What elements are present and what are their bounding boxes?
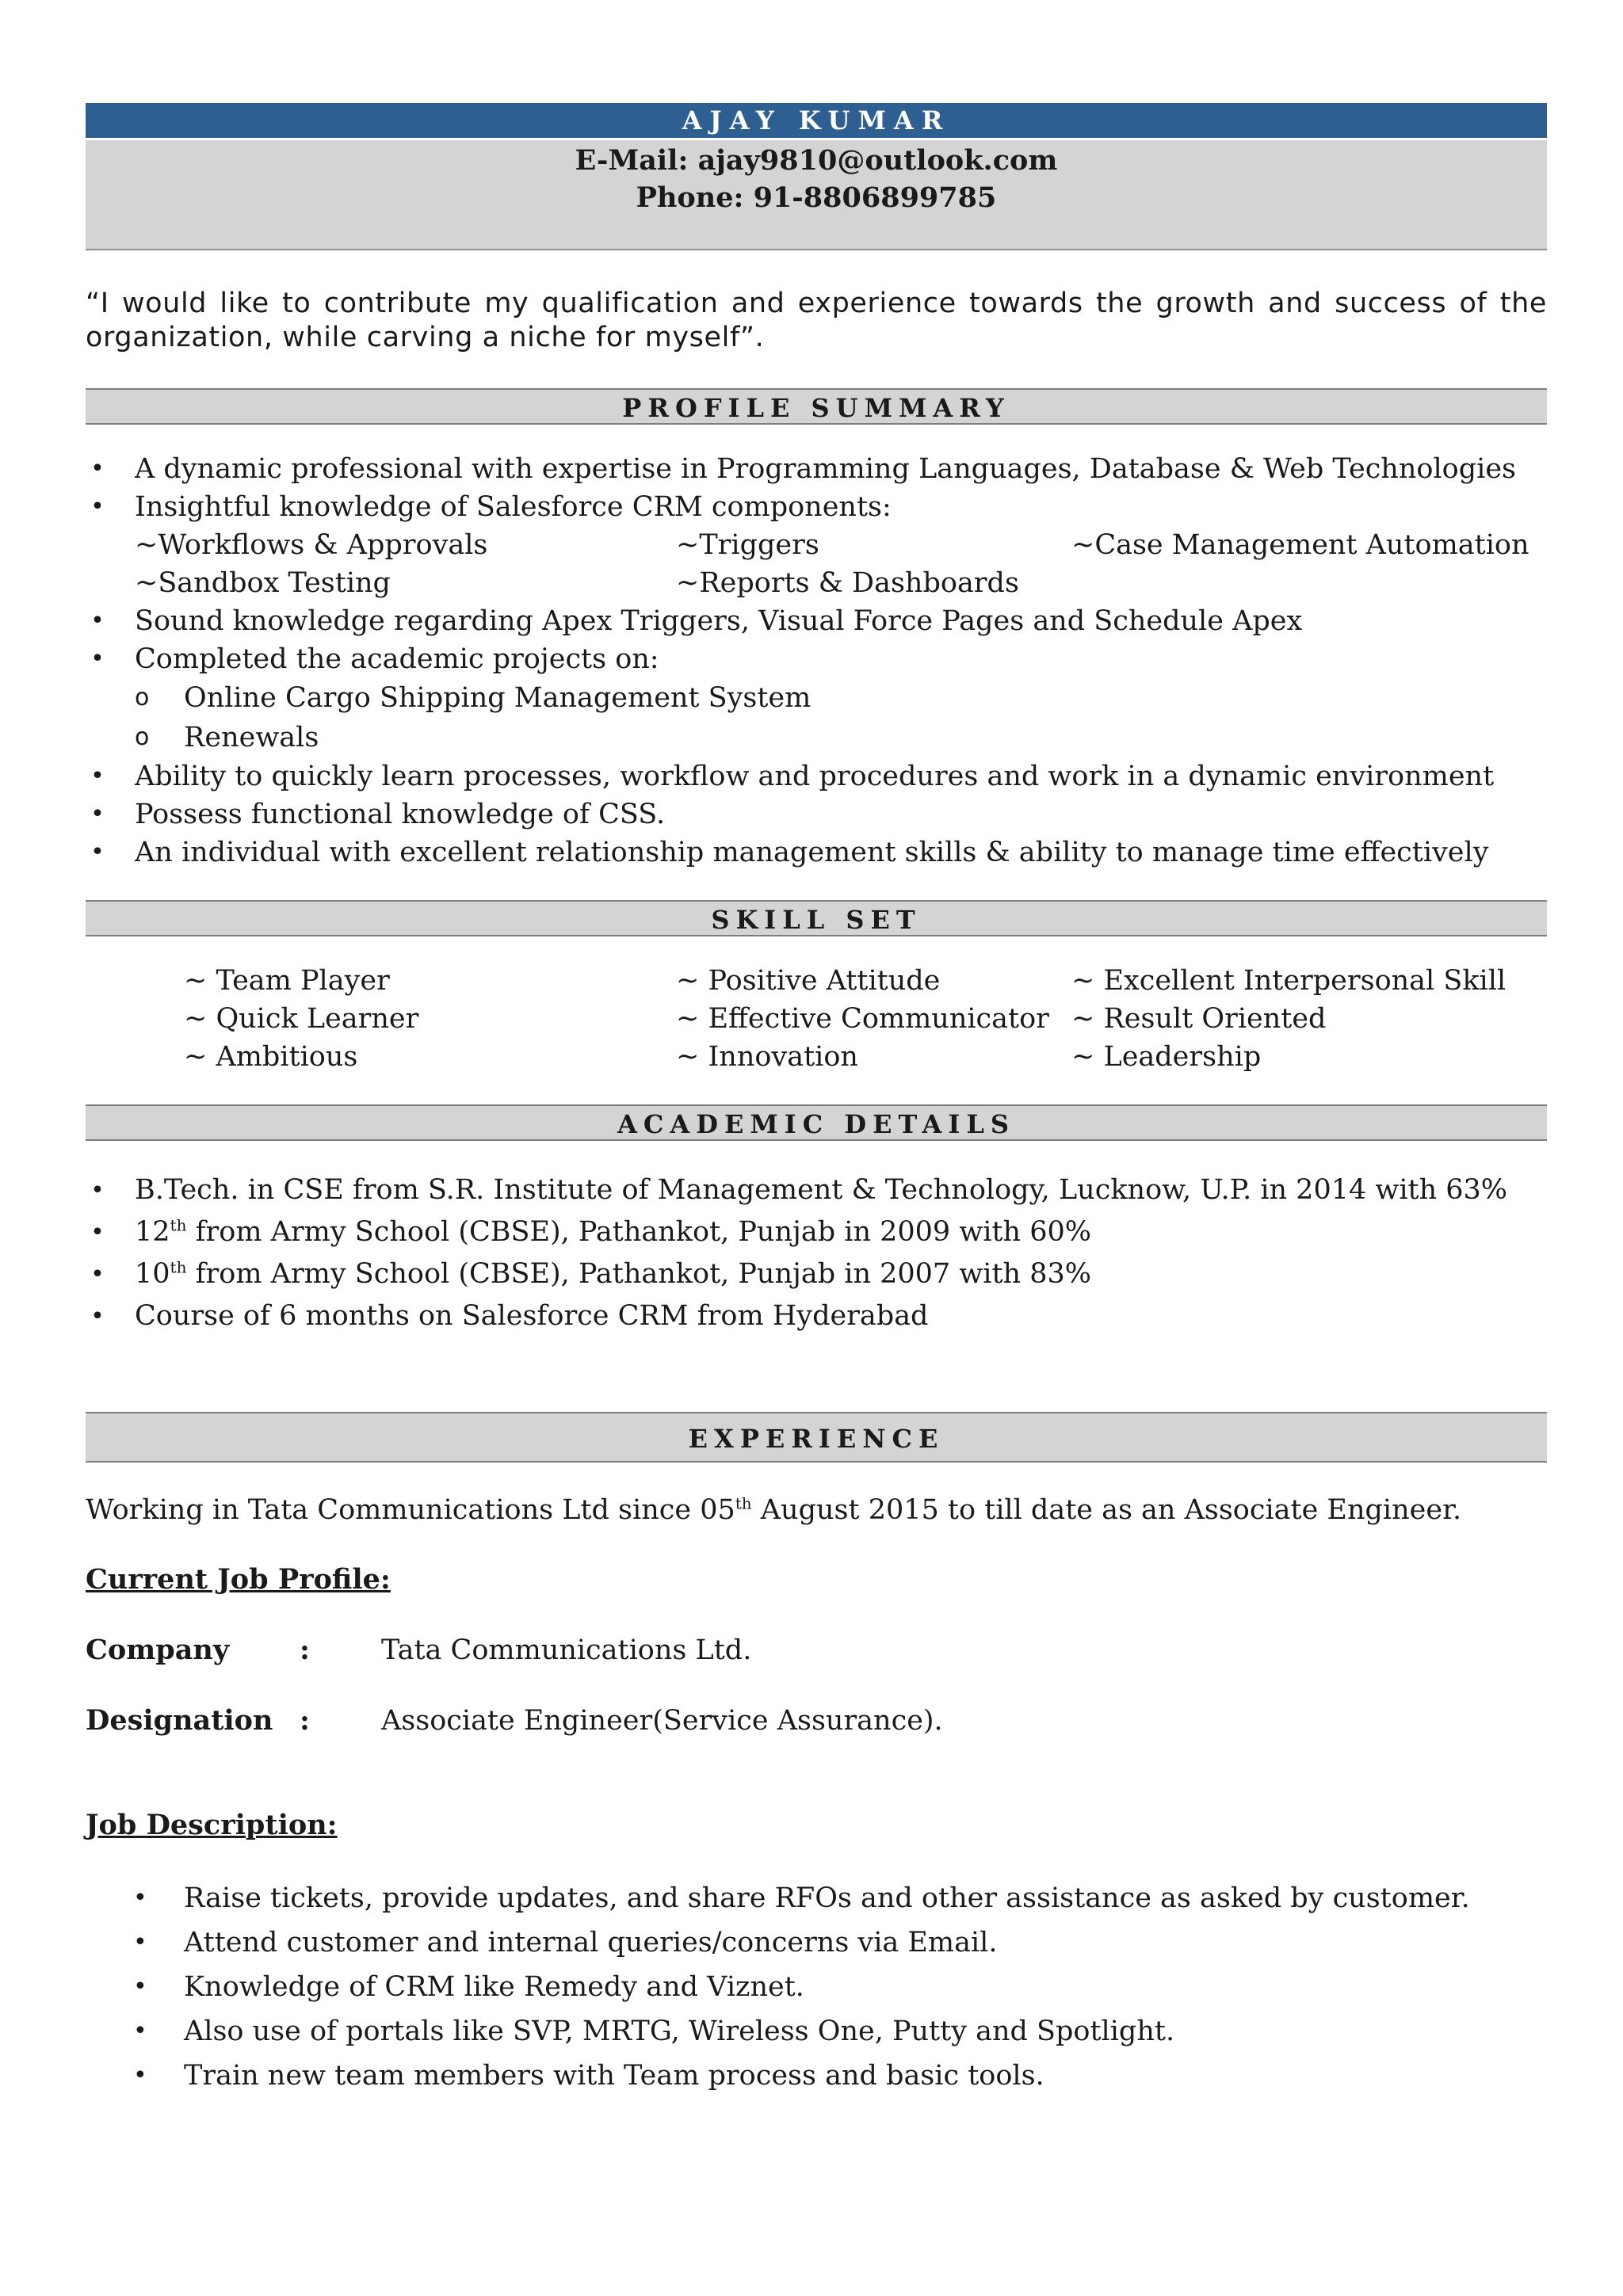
experience-summary: Working in Tata Communications Ltd since 05th August 2015 to till date as an Associate Engineer. xyxy=(86,1493,1462,1526)
skill-item: ~ Leadership xyxy=(1071,1041,1262,1073)
bullet-icon: • xyxy=(133,2017,147,2045)
section-header-profile-summary: PROFILE SUMMARY xyxy=(86,388,1547,425)
bullet-icon: • xyxy=(133,1884,147,1912)
company-label: Company xyxy=(86,1634,230,1666)
list-item: • Completed the academic projects on: xyxy=(86,640,1547,678)
phone-line: Phone: 91-8806899785 xyxy=(636,181,997,214)
skill-row xyxy=(86,1038,1547,1076)
job-description-list xyxy=(86,1876,1547,2098)
skill-row xyxy=(86,1000,1547,1038)
bullet-icon: • xyxy=(90,493,105,521)
profile-summary-list xyxy=(86,450,1547,871)
sub-bullet-icon: o xyxy=(135,684,150,711)
skill-item: ~ Excellent Interpersonal Skill xyxy=(1071,965,1507,997)
bullet-icon: • xyxy=(90,607,105,635)
list-item: • An individual with excellent relationship management skills & ability to manage time effectively xyxy=(86,833,1547,871)
email-line: E-Mail: ajay9810@outlook.com xyxy=(575,144,1058,177)
company-value: Tata Communications Ltd. xyxy=(381,1634,752,1666)
list-item: • Course of 6 months on Salesforce CRM from Hyderabad xyxy=(86,1295,1547,1337)
designation-label: Designation xyxy=(86,1704,273,1737)
bullet-icon: • xyxy=(90,455,105,482)
list-item: • B.Tech. in CSE from S.R. Institute of Management & Technology, Lucknow, U.P. in 2014 with 63% xyxy=(86,1169,1547,1211)
crm-component: ~Workflows & Approvals xyxy=(135,529,488,561)
list-item: • 12th from Army School (CBSE), Pathankot, Punjab in 2009 with 60% xyxy=(86,1211,1547,1253)
bullet-icon: • xyxy=(90,838,105,866)
list-item: • Attend customer and internal queries/concerns via Email. xyxy=(86,1920,1547,1965)
list-item: • Knowledge of CRM like Remedy and Viznet. xyxy=(86,1965,1547,2009)
list-item: • Possess functional knowledge of CSS. xyxy=(86,795,1547,833)
bullet-icon: • xyxy=(90,762,105,790)
bullet-icon: • xyxy=(133,2061,147,2089)
crm-components-row xyxy=(86,526,1547,564)
job-description-heading: Job Description: xyxy=(86,1809,338,1841)
skill-grid xyxy=(86,962,1547,1076)
resume-page xyxy=(86,103,1547,2098)
designation-row: Designation : Associate Engineer(Service Assurance). xyxy=(86,1702,1547,1740)
company-row: Company : Tata Communications Ltd. xyxy=(86,1631,1547,1669)
list-item: • Also use of portals like SVP, MRTG, Wireless One, Putty and Spotlight. xyxy=(86,2009,1547,2054)
skill-item: ~ Quick Learner xyxy=(184,1003,419,1035)
crm-component: ~Reports & Dashboards xyxy=(676,567,1019,599)
current-job-profile-heading: Current Job Profile: xyxy=(86,1563,391,1596)
skill-item: ~ Innovation xyxy=(676,1041,858,1073)
list-item: • Train new team members with Team process and basic tools. xyxy=(86,2054,1547,2098)
bullet-icon: • xyxy=(90,1302,105,1330)
project-item: o Renewals xyxy=(86,718,1547,757)
contact-block xyxy=(86,138,1547,250)
bullet-icon: • xyxy=(133,1973,147,2000)
sub-bullet-icon: o xyxy=(135,723,150,751)
section-header-skill-set: SKILL SET xyxy=(86,900,1547,936)
crm-component: ~Sandbox Testing xyxy=(135,567,391,599)
list-item: • Sound knowledge regarding Apex Triggers, Visual Force Pages and Schedule Apex xyxy=(86,602,1547,640)
candidate-name: AJAY KUMAR xyxy=(86,103,1547,138)
list-item: • Raise tickets, provide updates, and share RFOs and other assistance as asked by customer. xyxy=(86,1876,1547,1920)
designation-value: Associate Engineer(Service Assurance). xyxy=(381,1705,943,1737)
crm-component: ~Triggers xyxy=(676,529,819,561)
bullet-icon: • xyxy=(90,1177,105,1204)
project-item: o Online Cargo Shipping Management System xyxy=(86,678,1547,718)
bullet-icon: • xyxy=(90,1219,105,1246)
skill-item: ~ Ambitious xyxy=(184,1041,358,1073)
objective-statement: “I would like to contribute my qualification and experience towards the growth and success of the organization, while carving a niche for myself”. xyxy=(86,288,1547,353)
crm-components-row xyxy=(86,564,1547,602)
skill-item: ~ Result Oriented xyxy=(1071,1003,1327,1035)
list-item: • Insightful knowledge of Salesforce CRM components: xyxy=(86,488,1547,526)
crm-component: ~Case Management Automation xyxy=(1071,529,1529,561)
skill-item: ~ Positive Attitude xyxy=(676,965,941,997)
list-item: • A dynamic professional with expertise in Programming Languages, Database & Web Technologies xyxy=(86,450,1547,488)
bullet-icon: • xyxy=(90,1261,105,1288)
list-item: • 10th from Army School (CBSE), Pathankot, Punjab in 2007 with 83% xyxy=(86,1253,1547,1295)
skill-row xyxy=(86,962,1547,1000)
skill-item: ~ Effective Communicator xyxy=(676,1003,1049,1035)
section-header-academic-details: ACADEMIC DETAILS xyxy=(86,1104,1547,1141)
skill-item: ~ Team Player xyxy=(184,965,390,997)
list-item: • Ability to quickly learn processes, workflow and procedures and work in a dynamic environment xyxy=(86,757,1547,795)
academic-list xyxy=(86,1169,1547,1337)
bullet-icon: • xyxy=(90,645,105,673)
bullet-icon: • xyxy=(133,1928,147,1956)
bullet-icon: • xyxy=(90,800,105,828)
section-header-experience: EXPERIENCE xyxy=(86,1412,1547,1463)
